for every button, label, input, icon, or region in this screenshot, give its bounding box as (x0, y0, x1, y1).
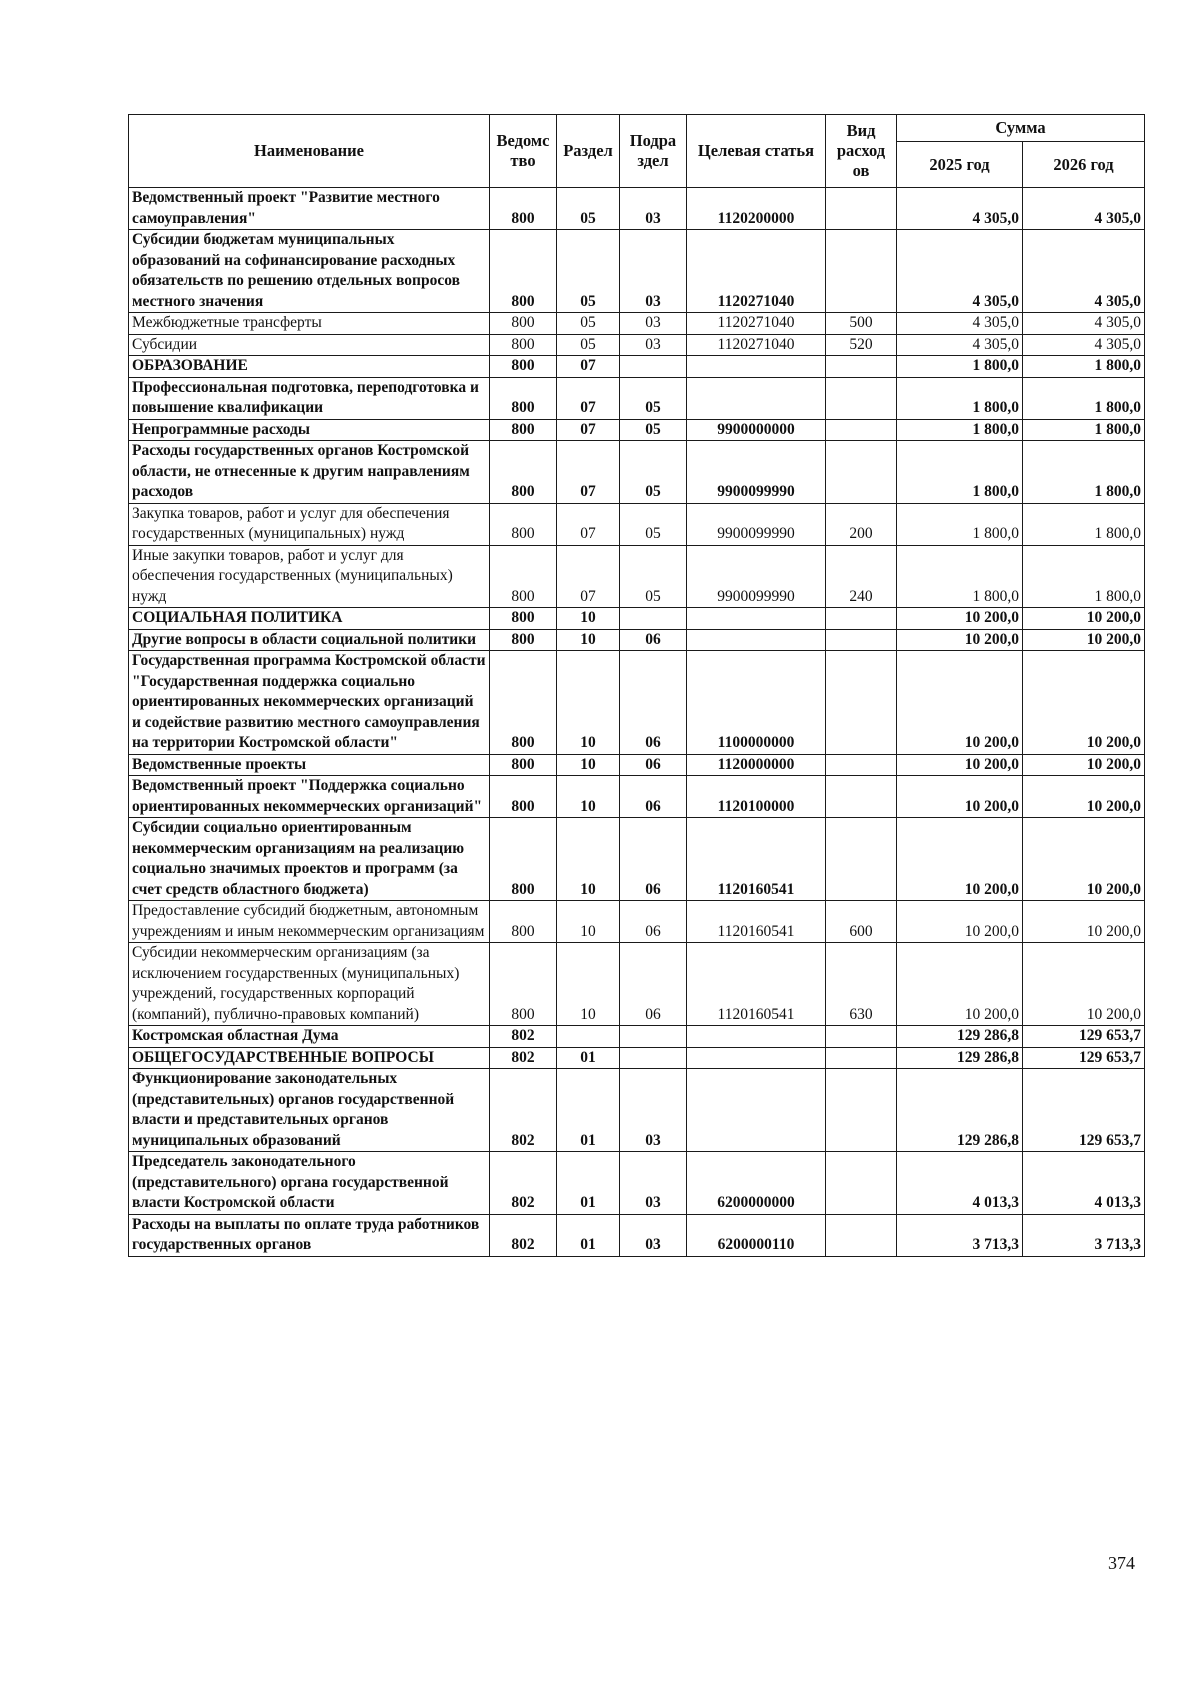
cell-podrazdel: 03 (620, 313, 687, 335)
cell-name: СОЦИАЛЬНАЯ ПОЛИТИКА (129, 608, 490, 630)
cell-podrazdel: 05 (620, 441, 687, 504)
table-row (129, 818, 1145, 901)
cell-name: Государственная программа Костромской области "Государственная поддержка социально ориентированных некоммерческих организаций и содействие развитию местного самоуправления на территории Костромской области" (129, 651, 490, 755)
cell-vid (826, 188, 897, 230)
cell-name: Ведомственные проекты (129, 754, 490, 776)
table-row (129, 943, 1145, 1026)
cell-article: 9900099990 (687, 503, 826, 545)
table-row (129, 230, 1145, 313)
cell-razdel: 05 (557, 188, 620, 230)
header-podrazdel: Подра здел (620, 115, 687, 188)
page-number: 374 (1108, 1553, 1135, 1573)
cell-article (687, 608, 826, 630)
cell-sum-2025: 10 200,0 (897, 901, 1023, 943)
cell-sum-2025: 4 305,0 (897, 313, 1023, 335)
cell-vedomstvo: 800 (490, 503, 557, 545)
cell-podrazdel: 03 (620, 230, 687, 313)
cell-podrazdel: 06 (620, 943, 687, 1026)
cell-vedomstvo: 802 (490, 1047, 557, 1069)
cell-sum-2026: 1 800,0 (1023, 545, 1145, 608)
cell-razdel: 10 (557, 754, 620, 776)
cell-vid (826, 818, 897, 901)
cell-sum-2025: 4 305,0 (897, 334, 1023, 356)
cell-name: Расходы государственных органов Костромской области, не отнесенные к другим направлениям расходов (129, 441, 490, 504)
cell-podrazdel: 05 (620, 545, 687, 608)
cell-razdel: 10 (557, 651, 620, 755)
cell-podrazdel: 06 (620, 901, 687, 943)
table-header (129, 115, 1145, 188)
cell-podrazdel: 03 (620, 1069, 687, 1152)
cell-sum-2026: 4 305,0 (1023, 188, 1145, 230)
cell-vid (826, 356, 897, 378)
cell-vid (826, 1152, 897, 1215)
cell-name: Иные закупки товаров, работ и услуг для обеспечения государственных (муниципальных) нужд (129, 545, 490, 608)
cell-vedomstvo: 800 (490, 545, 557, 608)
cell-name: Ведомственный проект "Развитие местного самоуправления" (129, 188, 490, 230)
cell-sum-2025: 1 800,0 (897, 545, 1023, 608)
cell-vedomstvo: 800 (490, 356, 557, 378)
cell-vedomstvo: 800 (490, 901, 557, 943)
cell-article: 1120160541 (687, 943, 826, 1026)
table-row (129, 419, 1145, 441)
cell-vedomstvo: 800 (490, 608, 557, 630)
cell-sum-2026: 1 800,0 (1023, 377, 1145, 419)
header-year-2025: 2025 год (897, 142, 1023, 188)
table-row (129, 334, 1145, 356)
cell-sum-2025: 10 200,0 (897, 818, 1023, 901)
cell-article: 1120271040 (687, 313, 826, 335)
table-row (129, 629, 1145, 651)
cell-razdel: 07 (557, 503, 620, 545)
cell-name: Костромская областная Дума (129, 1026, 490, 1048)
cell-sum-2025: 129 286,8 (897, 1069, 1023, 1152)
cell-sum-2025: 3 713,3 (897, 1214, 1023, 1256)
cell-vid: 240 (826, 545, 897, 608)
cell-sum-2026: 10 200,0 (1023, 754, 1145, 776)
cell-podrazdel: 06 (620, 818, 687, 901)
cell-article (687, 1026, 826, 1048)
table-row (129, 1026, 1145, 1048)
cell-vid (826, 776, 897, 818)
cell-razdel: 10 (557, 629, 620, 651)
cell-name: Расходы на выплаты по оплате труда работников государственных органов (129, 1214, 490, 1256)
cell-vid (826, 1214, 897, 1256)
cell-podrazdel: 05 (620, 377, 687, 419)
cell-vid: 200 (826, 503, 897, 545)
cell-sum-2025: 1 800,0 (897, 419, 1023, 441)
cell-razdel: 10 (557, 943, 620, 1026)
cell-podrazdel: 05 (620, 419, 687, 441)
cell-razdel: 10 (557, 818, 620, 901)
cell-sum-2026: 10 200,0 (1023, 651, 1145, 755)
cell-article: 9900000000 (687, 419, 826, 441)
cell-sum-2025: 10 200,0 (897, 651, 1023, 755)
cell-sum-2025: 10 200,0 (897, 629, 1023, 651)
cell-sum-2026: 4 305,0 (1023, 230, 1145, 313)
cell-article: 1120271040 (687, 334, 826, 356)
cell-article: 1100000000 (687, 651, 826, 755)
cell-podrazdel (620, 356, 687, 378)
cell-name: Субсидии (129, 334, 490, 356)
cell-sum-2025: 1 800,0 (897, 503, 1023, 545)
cell-vedomstvo: 800 (490, 441, 557, 504)
cell-razdel: 01 (557, 1214, 620, 1256)
cell-vedomstvo: 802 (490, 1069, 557, 1152)
header-vid: Вид расход ов (826, 115, 897, 188)
cell-sum-2026: 1 800,0 (1023, 441, 1145, 504)
cell-vid (826, 377, 897, 419)
table-row (129, 503, 1145, 545)
cell-sum-2026: 129 653,7 (1023, 1026, 1145, 1048)
cell-article: 1120271040 (687, 230, 826, 313)
header-razdel: Раздел (557, 115, 620, 188)
cell-name: Субсидии бюджетам муниципальных образований на софинансирование расходных обязательств по решению отдельных вопросов местного значения (129, 230, 490, 313)
cell-podrazdel (620, 1026, 687, 1048)
cell-sum-2026: 1 800,0 (1023, 503, 1145, 545)
cell-name: Профессиональная подготовка, переподготовка и повышение квалификации (129, 377, 490, 419)
cell-vedomstvo: 800 (490, 334, 557, 356)
cell-name: Другие вопросы в области социальной политики (129, 629, 490, 651)
table-row (129, 313, 1145, 335)
cell-article (687, 1047, 826, 1069)
cell-article (687, 356, 826, 378)
cell-sum-2026: 4 013,3 (1023, 1152, 1145, 1215)
header-name: Наименование (129, 115, 490, 188)
cell-name: ОБРАЗОВАНИЕ (129, 356, 490, 378)
table-row (129, 1214, 1145, 1256)
cell-vid: 630 (826, 943, 897, 1026)
cell-podrazdel: 03 (620, 1152, 687, 1215)
cell-article: 1120160541 (687, 818, 826, 901)
cell-sum-2026: 4 305,0 (1023, 313, 1145, 335)
cell-sum-2026: 1 800,0 (1023, 419, 1145, 441)
cell-razdel: 05 (557, 334, 620, 356)
cell-podrazdel: 06 (620, 776, 687, 818)
cell-vid (826, 230, 897, 313)
cell-vid (826, 419, 897, 441)
cell-vid: 600 (826, 901, 897, 943)
header-year-2026: 2026 год (1023, 142, 1145, 188)
cell-razdel: 01 (557, 1047, 620, 1069)
cell-sum-2025: 1 800,0 (897, 377, 1023, 419)
cell-podrazdel: 06 (620, 629, 687, 651)
cell-vedomstvo: 800 (490, 377, 557, 419)
cell-name: ОБЩЕГОСУДАРСТВЕННЫЕ ВОПРОСЫ (129, 1047, 490, 1069)
cell-sum-2026: 10 200,0 (1023, 943, 1145, 1026)
cell-vid (826, 651, 897, 755)
cell-article: 9900099990 (687, 441, 826, 504)
cell-vedomstvo: 800 (490, 629, 557, 651)
cell-name: Межбюджетные трансферты (129, 313, 490, 335)
cell-sum-2026: 10 200,0 (1023, 818, 1145, 901)
table-row (129, 1047, 1145, 1069)
cell-sum-2025: 1 800,0 (897, 441, 1023, 504)
table-row (129, 545, 1145, 608)
cell-sum-2025: 129 286,8 (897, 1047, 1023, 1069)
cell-vid (826, 608, 897, 630)
cell-article: 1120160541 (687, 901, 826, 943)
cell-razdel: 07 (557, 356, 620, 378)
cell-razdel: 01 (557, 1152, 620, 1215)
cell-name: Субсидии некоммерческим организациям (за исключением государственных (муниципальных) учреждений, государственных корпораций (компаний), публично-правовых компаний) (129, 943, 490, 1026)
cell-sum-2026: 129 653,7 (1023, 1047, 1145, 1069)
cell-article: 6200000000 (687, 1152, 826, 1215)
cell-vedomstvo: 800 (490, 651, 557, 755)
table-row (129, 901, 1145, 943)
cell-sum-2026: 129 653,7 (1023, 1069, 1145, 1152)
cell-name: Непрограммные расходы (129, 419, 490, 441)
cell-podrazdel (620, 608, 687, 630)
cell-vedomstvo: 800 (490, 313, 557, 335)
cell-razdel: 10 (557, 901, 620, 943)
cell-sum-2025: 4 305,0 (897, 188, 1023, 230)
cell-sum-2026: 10 200,0 (1023, 629, 1145, 651)
cell-razdel: 10 (557, 608, 620, 630)
cell-sum-2026: 10 200,0 (1023, 776, 1145, 818)
cell-article: 1120100000 (687, 776, 826, 818)
cell-vid: 500 (826, 313, 897, 335)
table-row (129, 754, 1145, 776)
cell-name: Закупка товаров, работ и услуг для обеспечения государственных (муниципальных) нужд (129, 503, 490, 545)
cell-vedomstvo: 800 (490, 230, 557, 313)
cell-name: Ведомственный проект "Поддержка социально ориентированных некоммерческих организаций" (129, 776, 490, 818)
cell-sum-2026: 10 200,0 (1023, 608, 1145, 630)
cell-sum-2026: 4 305,0 (1023, 334, 1145, 356)
table-row (129, 651, 1145, 755)
cell-article: 1120000000 (687, 754, 826, 776)
table-row (129, 188, 1145, 230)
table-row (129, 1152, 1145, 1215)
table-row (129, 608, 1145, 630)
cell-vid: 520 (826, 334, 897, 356)
cell-vid (826, 1026, 897, 1048)
cell-vid (826, 629, 897, 651)
cell-podrazdel: 06 (620, 754, 687, 776)
cell-razdel: 10 (557, 776, 620, 818)
cell-vedomstvo: 800 (490, 188, 557, 230)
cell-article (687, 1069, 826, 1152)
cell-razdel: 05 (557, 230, 620, 313)
table-row (129, 377, 1145, 419)
cell-name: Субсидии социально ориентированным некоммерческим организациям на реализацию социально значимых проектов и программ (за счет средств областного бюджета) (129, 818, 490, 901)
cell-vedomstvo: 802 (490, 1026, 557, 1048)
cell-razdel: 07 (557, 419, 620, 441)
cell-razdel: 07 (557, 377, 620, 419)
cell-sum-2025: 10 200,0 (897, 608, 1023, 630)
cell-vedomstvo: 802 (490, 1152, 557, 1215)
cell-podrazdel (620, 1047, 687, 1069)
table-row (129, 1069, 1145, 1152)
cell-vedomstvo: 800 (490, 818, 557, 901)
cell-vid (826, 1047, 897, 1069)
cell-razdel: 01 (557, 1069, 620, 1152)
cell-name: Председатель законодательного (представительного) органа государственной власти Костромской области (129, 1152, 490, 1215)
cell-sum-2025: 10 200,0 (897, 776, 1023, 818)
table-row (129, 441, 1145, 504)
header-vedomstvo: Ведомс тво (490, 115, 557, 188)
cell-sum-2025: 129 286,8 (897, 1026, 1023, 1048)
header-article: Целевая статья (687, 115, 826, 188)
cell-podrazdel: 03 (620, 1214, 687, 1256)
budget-table (128, 114, 1145, 1257)
cell-name: Функционирование законодательных (представительных) органов государственной власти и представительных органов муниципальных образований (129, 1069, 490, 1152)
cell-vedomstvo: 800 (490, 776, 557, 818)
cell-sum-2025: 4 305,0 (897, 230, 1023, 313)
cell-article: 1120200000 (687, 188, 826, 230)
cell-sum-2025: 10 200,0 (897, 754, 1023, 776)
cell-article (687, 377, 826, 419)
cell-sum-2026: 3 713,3 (1023, 1214, 1145, 1256)
cell-razdel: 07 (557, 545, 620, 608)
table-body (129, 188, 1145, 1257)
cell-vid (826, 441, 897, 504)
cell-vedomstvo: 800 (490, 754, 557, 776)
header-summa: Сумма (897, 115, 1145, 142)
cell-podrazdel: 05 (620, 503, 687, 545)
table-row (129, 356, 1145, 378)
cell-podrazdel: 03 (620, 188, 687, 230)
cell-article (687, 629, 826, 651)
cell-vedomstvo: 802 (490, 1214, 557, 1256)
cell-sum-2025: 1 800,0 (897, 356, 1023, 378)
cell-vid (826, 754, 897, 776)
cell-vedomstvo: 800 (490, 943, 557, 1026)
cell-vid (826, 1069, 897, 1152)
cell-sum-2025: 4 013,3 (897, 1152, 1023, 1215)
cell-razdel: 07 (557, 441, 620, 504)
cell-sum-2026: 10 200,0 (1023, 901, 1145, 943)
cell-article: 6200000110 (687, 1214, 826, 1256)
cell-podrazdel: 03 (620, 334, 687, 356)
cell-sum-2025: 10 200,0 (897, 943, 1023, 1026)
cell-razdel: 05 (557, 313, 620, 335)
cell-name: Предоставление субсидий бюджетным, автономным учреждениям и иным некоммерческим организациям (129, 901, 490, 943)
table-row (129, 776, 1145, 818)
cell-sum-2026: 1 800,0 (1023, 356, 1145, 378)
cell-razdel (557, 1026, 620, 1048)
cell-article: 9900099990 (687, 545, 826, 608)
cell-vedomstvo: 800 (490, 419, 557, 441)
cell-podrazdel: 06 (620, 651, 687, 755)
